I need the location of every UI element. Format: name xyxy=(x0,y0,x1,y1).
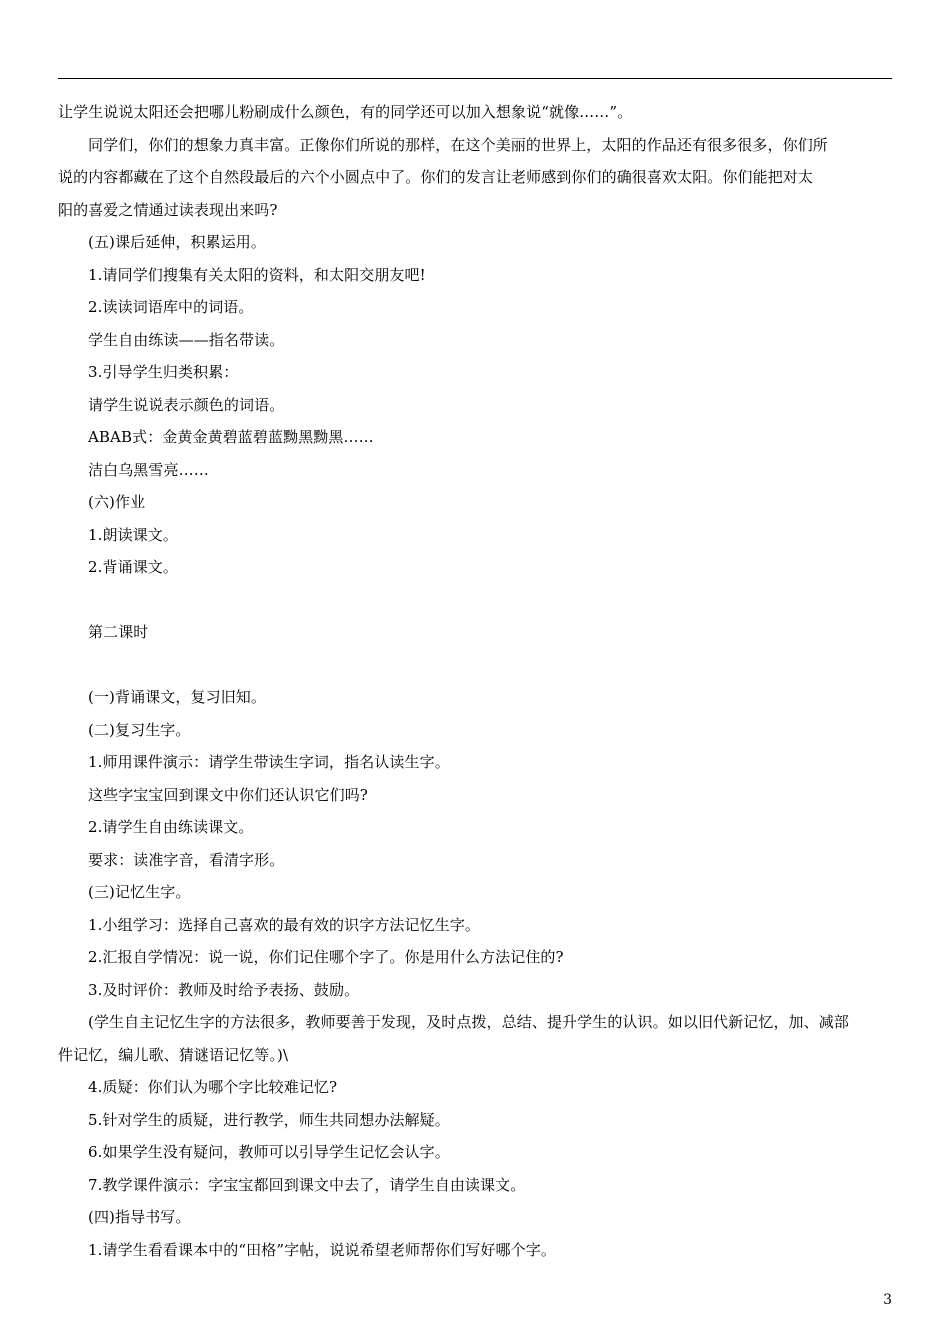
text-line: 请学生说说表示颜色的词语。 xyxy=(88,395,285,414)
text-line: 1.师用课件演示：请学生带读生字词，指名认读生字。 xyxy=(88,753,450,771)
text-line: 4.质疑：你们认为哪个字比较难记忆? xyxy=(88,1078,338,1096)
text-line: 阳的喜爱之情通过读表现出来吗? xyxy=(58,200,278,219)
text-line: 1.请同学们搜集有关太阳的资料，和太阳交朋友吧! xyxy=(88,265,426,284)
text-line: (一)背诵课文，复习旧知。 xyxy=(88,688,267,706)
text-line: 6.如果学生没有疑问，教师可以引导学生记忆会认字。 xyxy=(88,1143,450,1161)
text-line: (三)记忆生字。 xyxy=(88,883,191,901)
text-line: 洁白乌黑雪亮…… xyxy=(88,460,209,479)
text-line: 1.小组学习：选择自己喜欢的最有效的识字方法记忆生字。 xyxy=(88,915,481,934)
text-line: 1.请学生看看课本中的“田格”字帖，说说希望老师帮你们写好哪个字。 xyxy=(88,1240,556,1259)
text-line: 要求：读准字音，看清字形。 xyxy=(88,850,285,869)
text-line: 这些字宝宝回到课文中你们还认识它们吗? xyxy=(88,785,368,804)
text-line: 同学们，你们的想象力真丰富。正像你们所说的那样，在这个美丽的世界上，太阳的作品还有很多很多，你们所 xyxy=(88,135,828,154)
text-line: 2.汇报自学情况：说一说，你们记住哪个字了。你是用什么方法记住的? xyxy=(88,948,564,966)
text-line: 2.请学生自由练读课文。 xyxy=(88,818,254,836)
text-line: 第二课时 xyxy=(88,623,149,641)
text-line: (五)课后延伸，积累运用。 xyxy=(88,233,267,251)
blank-line xyxy=(58,649,894,682)
text-line: 2.背诵课文。 xyxy=(88,558,179,576)
text-line: 学生自由练读——指名带读。 xyxy=(88,330,285,349)
text-line: 3.及时评价：教师及时给予表扬、鼓励。 xyxy=(88,980,360,999)
text-line: 3.引导学生归类积累： xyxy=(88,363,239,381)
text-line: (学生自主记忆生字的方法很多，教师要善于发现，及时点拨，总结、提升学生的认识。如以旧代新记忆，加、减部 xyxy=(88,1013,849,1031)
page-number: 3 xyxy=(883,1292,892,1308)
text-line: 7.教学课件演示：字宝宝都回到课文中去了，请学生自由读课文。 xyxy=(88,1175,526,1194)
text-line: (二)复习生字。 xyxy=(88,720,191,739)
text-line: (六)作业 xyxy=(88,493,146,511)
text-line: ABAB式：金黄金黄碧蓝碧蓝黝黑黝黑…… xyxy=(88,428,374,446)
text-line: 5.针对学生的质疑，进行教学，师生共同想办法解疑。 xyxy=(88,1110,450,1129)
document-body xyxy=(58,96,894,1266)
text-line: (四)指导书写。 xyxy=(88,1208,191,1226)
header-rule xyxy=(58,78,892,79)
text-line: 2.读读词语库中的词语。 xyxy=(88,298,254,316)
text-line: 说的内容都藏在了这个自然段最后的六个小圆点中了。你们的发言让老师感到你们的确很喜欢太阳。你们能把对太 xyxy=(58,168,814,186)
text-line: 件记忆，编儿歌、猜谜语记忆等。)\ xyxy=(58,1045,289,1064)
text-line: 1.朗读课文。 xyxy=(88,525,179,544)
blank-line xyxy=(58,584,894,617)
text-line: 让学生说说太阳还会把哪儿粉刷成什么颜色，有的同学还可以加入想象说“就像……”。 xyxy=(58,103,633,121)
